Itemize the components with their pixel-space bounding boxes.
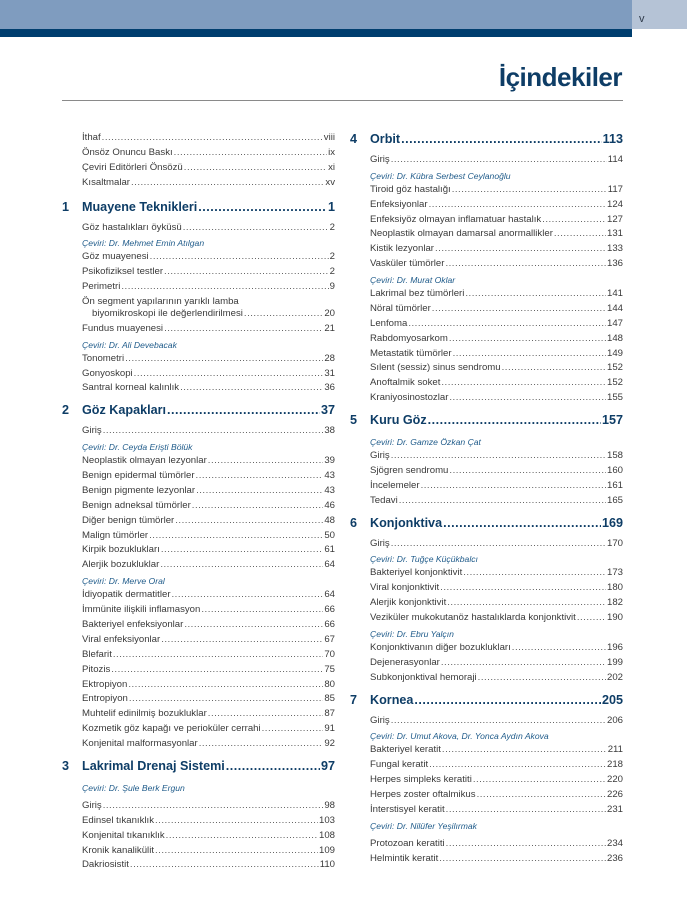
toc-entry[interactable]: Giriş ..... 158 — [370, 450, 623, 465]
toc-entry[interactable]: İdiyopatik dermatitler ..... 64 — [82, 589, 335, 604]
toc-entry[interactable]: Sjögren sendromu ..... 160 — [370, 465, 623, 480]
toc-entry[interactable]: Giriş ..... 114 — [370, 154, 623, 169]
toc-entry[interactable]: Giriş ..... 98 — [82, 800, 335, 815]
toc-entry[interactable]: Neoplastik olmayan damarsal anormallikler ..... 131 — [370, 228, 623, 243]
toc-entry[interactable]: Rabdomyosarkom ..... 148 — [370, 333, 623, 348]
toc-entry[interactable]: Nöral tümörler ..... 144 — [370, 303, 623, 318]
toc-entry[interactable]: İthaf ..... viii — [82, 132, 335, 147]
toc-entry[interactable]: Tedavi ..... 165 — [370, 495, 623, 510]
toc-entry[interactable]: Santral korneal kalınlık ..... 36 — [82, 382, 335, 397]
toc-entry[interactable]: Viral konjonktivit ..... 180 — [370, 582, 623, 597]
toc-entry[interactable]: Dejenerasyonlar ..... 199 — [370, 657, 623, 672]
toc-entry[interactable]: Lenfoma ..... 147 — [370, 318, 623, 333]
toc-entry[interactable]: Benign epidermal tümörler ..... 43 — [82, 470, 335, 485]
translator-credit: Çeviri: Dr. Şule Berk Ergun — [82, 782, 185, 793]
toc-entry-continued[interactable]: biyomikroskopi ile değerlendirilmesi ..... 20 — [82, 308, 335, 323]
toc-entry[interactable]: Neoplastik olmayan lezyonlar ..... 39 — [82, 455, 335, 470]
chapter-heading-3[interactable]: 3 Lakrimal Drenaj Sistemi ..... 97 — [62, 759, 335, 781]
toc-entry[interactable]: Kirpik bozuklukları ..... 61 — [82, 544, 335, 559]
toc-entry[interactable]: Edinsel tıkanıklık ..... 103 — [82, 815, 335, 830]
chapter-heading-1[interactable]: 1 Muayene Teknikleri ..... 1 — [62, 200, 335, 222]
toc-entry[interactable]: Ön segment yapılarının yarıklı lamba — [82, 296, 239, 308]
toc-entry[interactable]: Enfeksiyonlar ..... 124 — [370, 199, 623, 214]
toc-entry[interactable]: Psikofiziksel testler ..... 2 — [82, 266, 335, 281]
chapter-heading-7[interactable]: 7 Kornea ..... 205 — [350, 693, 623, 715]
toc-entry[interactable]: Veziküler mukokutanöz hastalıklarda konjonktivit ..... 190 — [370, 612, 623, 627]
toc-entry[interactable]: Tonometri ..... 28 — [82, 353, 335, 368]
toc-entry[interactable]: Fungal keratit ..... 218 — [370, 759, 623, 774]
translator-credit: Çeviri: Dr. Tuğçe Küçükbalcı — [370, 554, 478, 565]
chapter-heading-6[interactable]: 6 Konjonktiva ..... 169 — [350, 516, 623, 538]
header-band — [0, 0, 632, 29]
toc-entry[interactable]: Entropiyon ..... 85 — [82, 693, 335, 708]
toc-entry[interactable]: Vasküler tümörler ..... 136 — [370, 258, 623, 273]
toc-entry[interactable]: Diğer benign tümörler ..... 48 — [82, 515, 335, 530]
toc-entry[interactable]: Fundus muayenesi ..... 21 — [82, 323, 335, 338]
toc-entry[interactable]: Viral enfeksiyonlar ..... 67 — [82, 634, 335, 649]
translator-credit: Çeviri: Dr. Kübra Serbest Ceylanoğlu — [370, 170, 511, 181]
toc-entry[interactable]: Kraniyosinostozlar ..... 155 — [370, 392, 623, 407]
toc-entry[interactable]: Konjenital malformasyonlar ..... 92 — [82, 738, 335, 753]
toc-entry[interactable]: Malign tümörler ..... 50 — [82, 530, 335, 545]
page-number: v — [639, 13, 645, 25]
toc-column-left — [62, 132, 335, 874]
toc-entry[interactable]: Sılent (sessiz) sinus sendromu ..... 152 — [370, 362, 623, 377]
translator-credit: Çeviri: Dr. Umut Akova, Dr. Yonca Aydın Akova — [370, 731, 549, 742]
translator-credit: Çeviri: Dr. Mehmet Emin Atılgan — [82, 238, 205, 249]
toc-entry[interactable]: Bakteriyel keratit ..... 211 — [370, 744, 623, 759]
translator-credit: Çeviri: Dr. Ali Devebacak — [82, 339, 177, 350]
toc-entry[interactable]: Subkonjonktival hemoraji ..... 202 — [370, 672, 623, 687]
toc-entry[interactable]: Blefarit ..... 70 — [82, 649, 335, 664]
header-stripe — [0, 29, 632, 37]
chapter-heading-4[interactable]: 4 Orbit ..... 113 — [350, 132, 623, 154]
translator-credit: Çeviri: Dr. Murat Oklar — [370, 275, 456, 286]
toc-entry[interactable]: Alerjik bozukluklar ..... 64 — [82, 559, 335, 574]
toc-entry[interactable]: Çeviri Editörleri Önsözü ..... xi — [82, 162, 335, 177]
title-divider — [62, 100, 623, 101]
toc-entry[interactable]: Tiroid göz hastalığı ..... 117 — [370, 184, 623, 199]
chapter-heading-2[interactable]: 2 Göz Kapakları ..... 37 — [62, 403, 335, 425]
toc-entry[interactable]: Giriş ..... 170 — [370, 538, 623, 553]
toc-entry[interactable]: Dakriosistit ..... 110 — [82, 859, 335, 874]
chapter-heading-5[interactable]: 5 Kuru Göz ..... 157 — [350, 413, 623, 435]
toc-entry[interactable]: Lakrimal bez tümörleri ..... 141 — [370, 288, 623, 303]
toc-entry[interactable]: Giriş ..... 206 — [370, 715, 623, 730]
toc-entry[interactable]: Kozmetik göz kapağı ve perioküler cerrahi ..... 91 — [82, 723, 335, 738]
toc-entry[interactable]: Bakteriyel enfeksiyonlar ..... 66 — [82, 619, 335, 634]
toc-entry[interactable]: Protozoan keratiti ..... 234 — [370, 838, 623, 853]
translator-credit: Çeviri: Dr. Ceyda Erişti Bölük — [82, 442, 193, 453]
toc-entry[interactable]: Enfeksiyöz olmayan inflamatuar hastalık ..... 127 — [370, 214, 623, 229]
toc-entry[interactable]: Anoftalmik soket ..... 152 — [370, 377, 623, 392]
toc-entry[interactable]: Önsöz Onuncu Baskı ..... ix — [82, 147, 335, 162]
toc-entry[interactable]: Konjonktivanın diğer bozuklukları ..... 196 — [370, 642, 623, 657]
toc-entry[interactable]: İmmünite ilişkili inflamasyon ..... 66 — [82, 604, 335, 619]
toc-entry[interactable]: Konjenital tıkanıklık ..... 108 — [82, 830, 335, 845]
toc-entry[interactable]: Helmintik keratit ..... 236 — [370, 853, 623, 868]
toc-entry[interactable]: Kistik lezyonlar ..... 133 — [370, 243, 623, 258]
page-title: İçindekiler — [498, 62, 622, 92]
toc-column-right — [350, 132, 623, 867]
toc-entry[interactable]: Benign pigmente lezyonlar ..... 43 — [82, 485, 335, 500]
toc-entry[interactable]: Perimetri ..... 9 — [82, 281, 335, 296]
toc-entry[interactable]: Alerjik konjonktivit ..... 182 — [370, 597, 623, 612]
toc-entry[interactable]: İnterstisyel keratit ..... 231 — [370, 804, 623, 819]
translator-credit: Çeviri: Dr. Gamze Özkan Çat — [370, 437, 481, 448]
toc-entry[interactable]: Metastatik tümörler ..... 149 — [370, 348, 623, 363]
toc-entry[interactable]: Bakteriyel konjonktivit ..... 173 — [370, 567, 623, 582]
toc-entry[interactable]: Giriş ..... 38 — [82, 425, 335, 440]
toc-entry[interactable]: Muhtelif edinilmiş bozukluklar ..... 87 — [82, 708, 335, 723]
toc-entry[interactable]: Benign adneksal tümörler ..... 46 — [82, 500, 335, 515]
toc-entry[interactable]: İncelemeler ..... 161 — [370, 480, 623, 495]
toc-entry[interactable]: Göz muayenesi ..... 2 — [82, 251, 335, 266]
toc-entry[interactable]: Herpes zoster oftalmikus ..... 226 — [370, 789, 623, 804]
toc-entry[interactable]: Ektropiyon ..... 80 — [82, 679, 335, 694]
toc-entry[interactable]: Gonyoskopi ..... 31 — [82, 368, 335, 383]
translator-credit: Çeviri: Dr. Nilüfer Yeşilırmak — [370, 820, 477, 831]
translator-credit: Çeviri: Dr. Merve Oral — [82, 576, 165, 587]
toc-entry[interactable]: Kısaltmalar ..... xv — [82, 177, 335, 192]
toc-entry[interactable]: Göz hastalıkları öyküsü ..... 2 — [82, 222, 335, 237]
toc-entry[interactable]: Kronik kanalikülit ..... 109 — [82, 845, 335, 860]
toc-entry[interactable]: Pitozis ..... 75 — [82, 664, 335, 679]
toc-entry[interactable]: Herpes simpleks keratiti ..... 220 — [370, 774, 623, 789]
translator-credit: Çeviri: Dr. Ebru Yalçın — [370, 628, 454, 639]
